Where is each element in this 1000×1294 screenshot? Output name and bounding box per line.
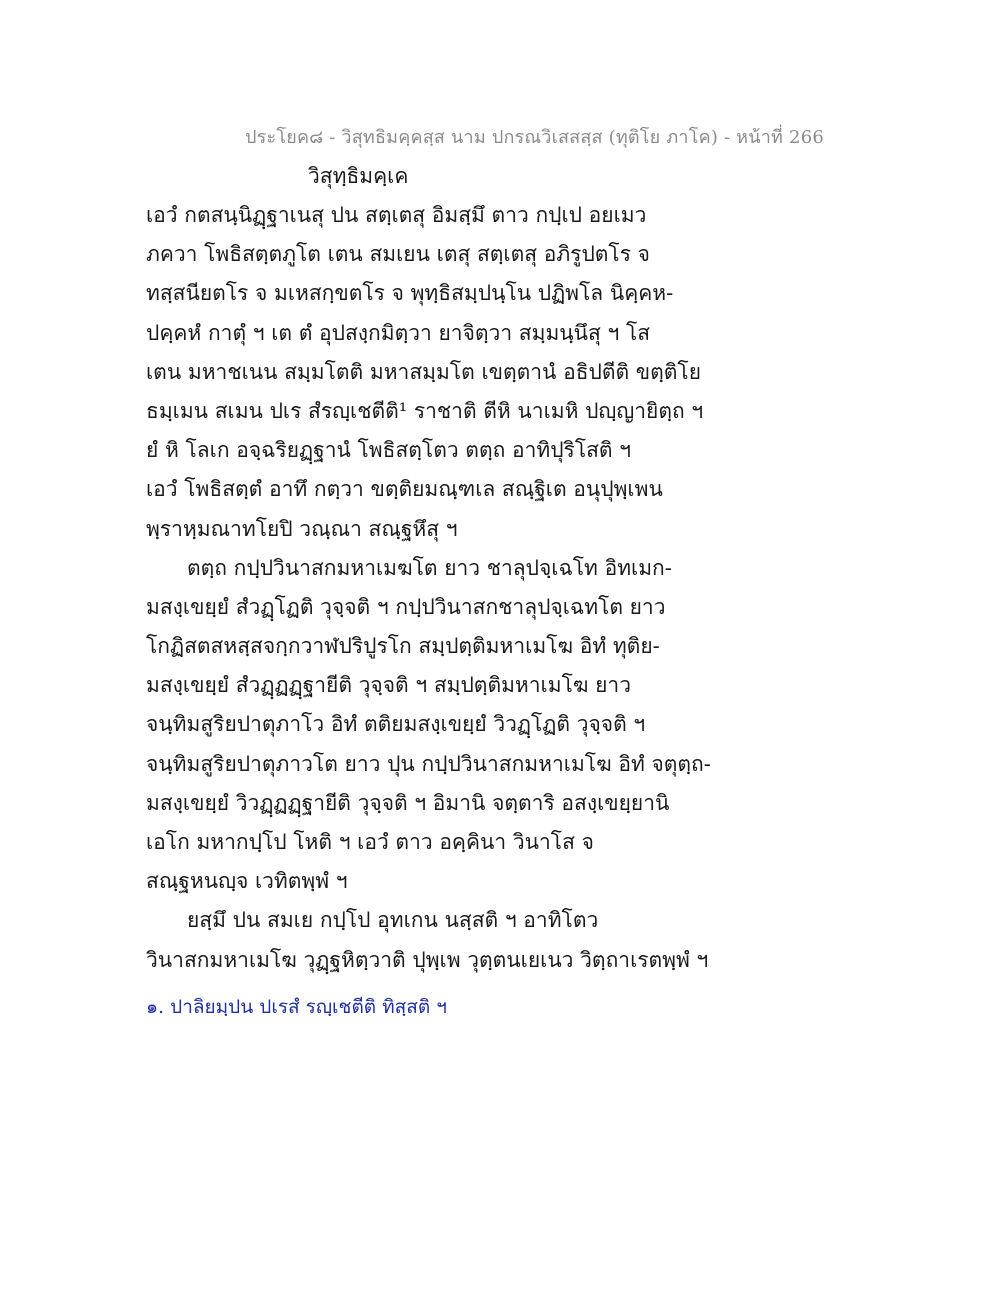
- text-line: ยํ หิ โลเก อจฺฉริยฏฺฐานํ โพธิสตฺโตว ตตฺถ อาทิปุริโสติ ฯ: [146, 438, 632, 463]
- text-line: มสงฺเขยฺยํ สํวฏฺฏฏฺฐายีติ วุจฺจติ ฯ สมฺปตฺติมหาเมโฆ ยาว: [146, 673, 632, 698]
- text-line: ทสฺสนียตโร จ มเหสกฺขตโร จ พุทฺธิสมฺปนฺโน ปฏิพโล นิคฺคห-: [146, 281, 674, 306]
- running-header: ประโยค๘ - วิสุทธิมคฺคสฺส นาม ปกรณวิเสสสฺส (ทุติโย ภาโค) - หน้าที่ 266: [245, 127, 824, 148]
- text-line: มสงฺเขยฺยํ วิวฏฺฏฏฺฐายีติ วุจฺจติ ฯ อิมานิ จตฺตาริ อสงฺเขยฺยานิ: [146, 790, 670, 815]
- text-line: มสงฺเขยฺยํ สํวฏฺโฏติ วุจฺจติ ฯ กปฺปวินาสกชาลุปจฺเฉทโต ยาว: [146, 594, 666, 619]
- text-line: ธมฺเมน สเมน ปเร สํรญฺเชตีติ¹ ราชาติ ตีหิ นาเมหิ ปญฺญายิตฺถ ฯ: [146, 398, 704, 423]
- section-title: วิสุทฺธิมคฺเค: [308, 164, 409, 188]
- text-line: เอโก มหากปฺโป โหติ ฯ เอวํ ตาว อคฺคินา วินาโส จ: [146, 830, 594, 854]
- text-line: เอวํ กตสนฺนิฏฺฐาเนสุ ปน สตฺเตสุ อิมสฺมึ ตาว กปฺเป อยเมว: [146, 203, 647, 227]
- text-line-paragraph-start: ตตฺถ กปฺปวินาสกมหาเมฆโต ยาว ชาลุปจฺเฉโท อิทเมก-: [187, 555, 672, 580]
- body-text: [146, 196, 711, 980]
- text-line: โกฏิสตสหสฺสจกฺกวาฬปริปูรโก สมฺปตฺติมหาเมโฆ อิทํ ทุติย-: [146, 634, 660, 659]
- text-line: เอวํ โพธิสตฺตํ อาทึ กตฺวา ขตฺติยมณฺฑเล สณฺฐิเต อนุปุพฺเพน: [146, 477, 663, 502]
- text-line: จนฺทิมสูริยปาตุภาโว อิทํ ตติยมสงฺเขยฺยํ วิวฏฺโฏติ วุจฺจติ ฯ: [146, 712, 646, 737]
- text-line: จนฺทิมสูริยปาตุภาวโต ยาว ปุน กปฺปวินาสกมหาเมโฆ อิทํ จตุตฺถ-: [146, 751, 711, 776]
- text-line-paragraph-start: ยสฺมึ ปน สมเย กปฺโป อุทเกน นสฺสติ ฯ อาทิโตว: [187, 908, 599, 933]
- text-line: เตน มหาชเนน สมฺมโตติ มหาสมฺมโต เขตฺตานํ อธิปตีติ ขตฺติโย: [146, 359, 702, 384]
- text-line: ภควา โพธิสตฺตภูโต เตน สมเยน เตสุ สตฺเตสุ อภิรูปตโร จ: [146, 242, 650, 267]
- text-line: ปคฺคหํ กาตุํ ฯ เต ตํ อุปสงฺกมิตฺวา ยาจิตฺวา สมฺมนฺนึสุ ฯ โส: [146, 320, 651, 345]
- text-line: สณฺฐหนญฺจ เวทิตพฺพํ ฯ: [146, 869, 348, 894]
- text-line: วินาสกมหาเมโฆ วุฏฺฐหิตฺวาติ ปุพฺเพ วุตฺตนเยเนว วิตฺถาเรตพฺพํ ฯ: [146, 947, 709, 972]
- footnote: ๑. ปาลิยมฺปน ปเรสํ รญฺเชตีติ ทิสฺสติ ฯ: [146, 996, 447, 1018]
- text-line: พฺราหฺมณาทโยปิ วณฺณา สณฺฐหึสุ ฯ: [146, 516, 458, 541]
